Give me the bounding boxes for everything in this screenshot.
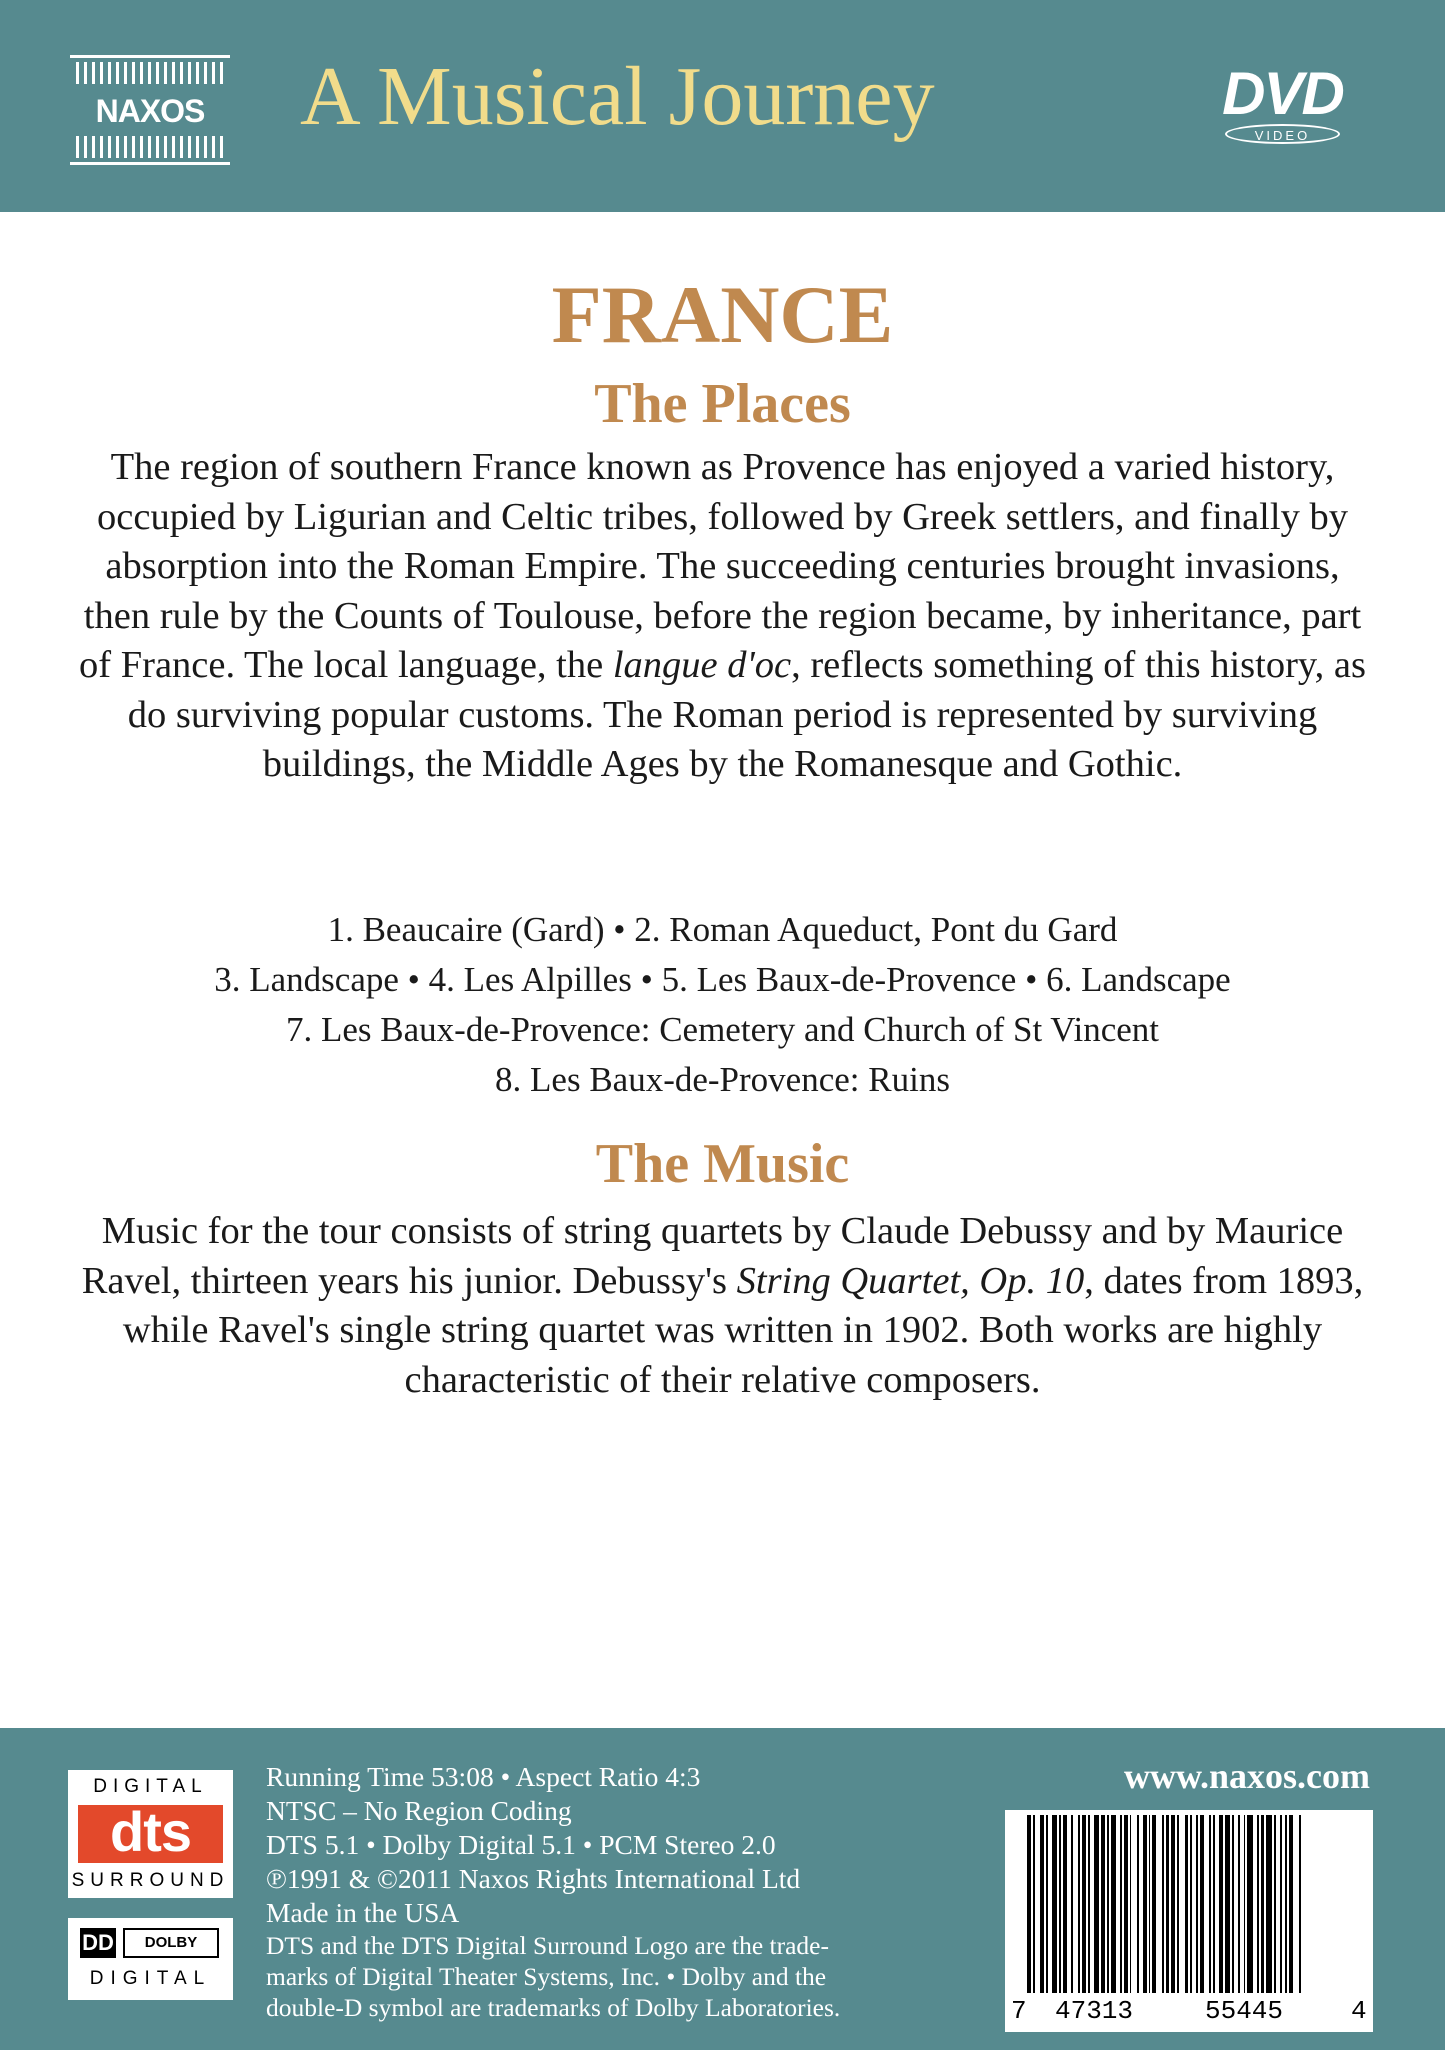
barcode-bar [1052, 1815, 1058, 1993]
barcode-bar [1071, 1815, 1073, 1993]
dts-logo-mark: dts [78, 1805, 223, 1863]
barcode-bar [1266, 1815, 1272, 1993]
dolby-double-d-icon: DD [80, 1928, 116, 1958]
location-line-4: 8. Les Baux-de-Provence: Ruins [495, 1060, 950, 1099]
barcode-bar [1124, 1815, 1128, 1993]
location-line-1: 1. Beaucaire (Gard) • 2. Roman Aqueduct, Pont du Gard [327, 910, 1118, 949]
barcode-bar [1143, 1815, 1147, 1993]
barcode-bar [1177, 1815, 1179, 1993]
barcode-bar [1111, 1815, 1117, 1993]
barcode-bar [1152, 1815, 1156, 1993]
barcode-bar [1137, 1815, 1139, 1993]
barcode-bar [1200, 1815, 1204, 1993]
barcode-bar [1257, 1815, 1259, 1993]
music-italic-title: String Quartet, Op. 10 [736, 1259, 1085, 1302]
barcode-bar [1101, 1815, 1105, 1993]
barcode-bar [1274, 1815, 1276, 1993]
dvd-logo-subtext: VIDEO [1225, 124, 1340, 144]
places-text-part1: The region of southern France known as Provence has enjoyed a varied history, occupied by Ligurian and Celtic tribes, followed by Greek settlers, and finally by absorption into the Roman Empire. The succeeding centuries brought invasions, then rule by the Counts of Toulouse, before the region became, by inheritance, part of France. The local language, the [79, 446, 1362, 686]
dolby-logo-name: DOLBY [123, 1928, 219, 1958]
barcode-bar [1059, 1815, 1061, 1993]
barcode-bar [1232, 1815, 1234, 1993]
barcode-bar [1171, 1815, 1175, 1993]
music-paragraph [70, 1207, 1375, 1405]
dvd-video-logo [1195, 62, 1370, 152]
spec-line-5: Made in the USA [266, 1897, 460, 1928]
dts-logo-top: DIGITAL [93, 1776, 208, 1797]
barcode-digit-last: 4 [1351, 1996, 1367, 2026]
barcode-bar [1033, 1815, 1035, 1993]
naxos-logo-text: NAXOS [95, 93, 205, 129]
barcode-bar [1094, 1815, 1100, 1993]
trademark-line-1: DTS and the DTS Digital Surround Logo are the trade- [266, 1931, 829, 1960]
location-line-2: 3. Landscape • 4. Les Alpilles • 5. Les Baux-de-Provence • 6. Landscape [214, 960, 1231, 999]
barcode-bar [1120, 1815, 1122, 1993]
barcode-digits [1005, 1996, 1373, 2026]
spec-line-1: Running Time 53:08 • Aspect Ratio 4:3 [266, 1761, 701, 1792]
barcode-bar [1088, 1815, 1090, 1993]
barcode-bar [1063, 1815, 1067, 1993]
places-italic-term: langue d'oc [612, 644, 792, 686]
page-title: FRANCE [551, 269, 894, 360]
music-text-part2: , dates from 1893, while Ravel's single string quartet was written in 1902. Both works are highly characteristic of their relative composers. [122, 1259, 1364, 1401]
barcode-bar [1247, 1815, 1253, 1993]
barcode-bar [1289, 1815, 1293, 1993]
barcode-bar [1213, 1815, 1215, 1993]
barcode-bar [1162, 1815, 1164, 1993]
dts-logo-bottom: SURROUND [71, 1870, 230, 1891]
barcode-digits-group2: 55445 [1205, 1996, 1284, 2026]
barcode-bar [1261, 1815, 1265, 1993]
spec-line-4: ℗1991 & ©2011 Naxos Rights International Ltd [266, 1863, 801, 1894]
barcode-bar [1244, 1815, 1246, 1993]
logo-columns-bottom [76, 136, 224, 158]
barcode-bar [1107, 1815, 1109, 1993]
dolby-digital-logo [68, 1918, 233, 2000]
barcode-bar [1082, 1815, 1086, 1993]
website-link[interactable]: www.naxos.com [1123, 1756, 1370, 1796]
naxos-logo [70, 55, 230, 165]
barcode-bar [1190, 1815, 1192, 1993]
barcode-bar [1196, 1815, 1198, 1993]
barcode-digits-group1: 47313 [1055, 1996, 1134, 2026]
barcode-bar [1209, 1815, 1211, 1993]
logo-columns-top [76, 62, 224, 84]
dts-digital-surround-logo [68, 1770, 233, 1898]
barcode-bar [1185, 1815, 1189, 1993]
trademark-line-3: double-D symbol are trademarks of Dolby Laboratories. [266, 1993, 841, 2022]
barcode [1005, 1810, 1373, 2032]
trademark-line-2: marks of Digital Theater Systems, Inc. • Dolby and the [266, 1962, 827, 1991]
spec-line-3: DTS 5.1 • Dolby Digital 5.1 • PCM Stereo 2.0 [266, 1829, 776, 1860]
location-line-3: 7. Les Baux-de-Provence: Cemetery and Church of St Vincent [286, 1010, 1159, 1049]
barcode-bar [1046, 1815, 1048, 1993]
barcode-bar [1149, 1815, 1151, 1993]
places-heading: The Places [594, 373, 851, 435]
spec-line-2: NTSC – No Region Coding [266, 1795, 572, 1826]
location-list [70, 905, 1375, 1105]
dolby-logo-bottom: DIGITAL [89, 1968, 212, 1989]
barcode-digit-first: 7 [1011, 1996, 1027, 2026]
barcode-bar [1078, 1815, 1080, 1993]
dvd-logo-text: DVD [1222, 60, 1343, 127]
music-heading: The Music [595, 1133, 850, 1195]
barcode-bar [1299, 1815, 1301, 1993]
header-band [0, 0, 1445, 212]
barcode-bar [1130, 1815, 1132, 1993]
barcode-bar [1225, 1815, 1231, 1993]
barcode-bar [1166, 1815, 1170, 1993]
barcode-bar [1285, 1815, 1287, 1993]
barcode-bar [1280, 1815, 1282, 1993]
barcode-bar [1027, 1815, 1031, 1993]
barcode-bar [1238, 1815, 1240, 1993]
places-paragraph [70, 443, 1375, 790]
places-text-part2: , reflects something of this history, as do surviving popular customs. The Roman period is represented by surviving buildings, the Middle Ages by the Romanesque and Gothic. [127, 644, 1366, 785]
barcode-bars [1027, 1815, 1355, 1993]
music-text-part1: Music for the tour consists of string quartets by Claude Debussy and by Maurice Ravel, thirteen years his junior. Debussy's [81, 1210, 1344, 1302]
technical-specs [266, 1760, 1006, 2023]
barcode-bar [1219, 1815, 1223, 1993]
series-title: A Musical Journey [300, 50, 935, 143]
barcode-bar [1040, 1815, 1044, 1993]
